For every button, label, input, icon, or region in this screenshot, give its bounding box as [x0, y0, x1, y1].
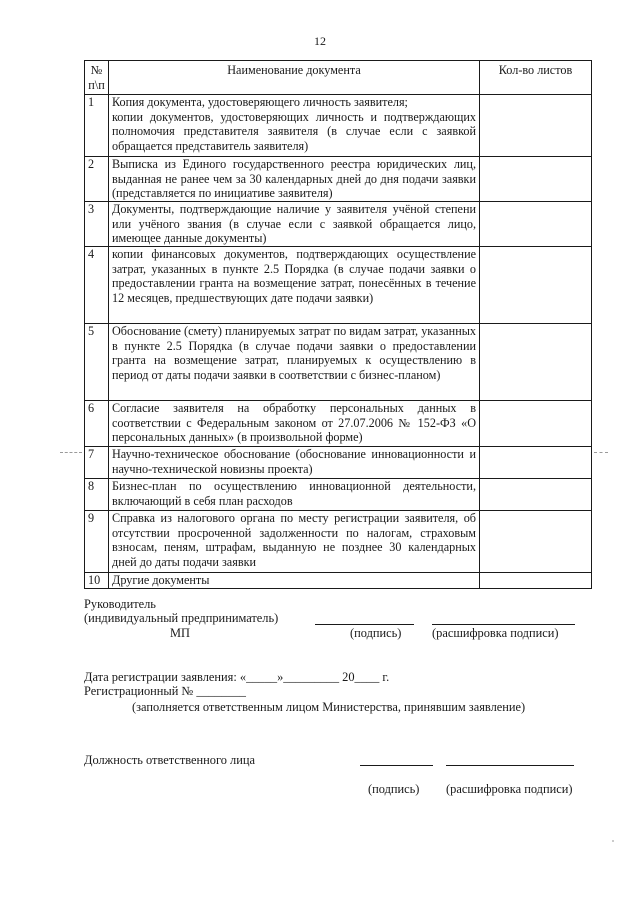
- row-sheet-count: [480, 401, 592, 447]
- head-decode-caption: (расшифровка подписи): [432, 626, 559, 640]
- row-sheet-count: [480, 447, 592, 479]
- official-position: Должность ответственного лица: [84, 753, 255, 767]
- head-sign-caption: (подпись): [350, 626, 402, 640]
- row-sheet-count: [480, 157, 592, 202]
- header-number: № п\п: [85, 61, 109, 95]
- row-document-name: Справка из налогового органа по месту регистрации заявителя, об отсутствии просроченной задолженности по налогам, страховым взносам, пеням, штрафам, выданную не позднее 30 календарных дней до даты подачи заявки: [109, 511, 480, 573]
- row-number: 7: [85, 447, 109, 479]
- registration-date: Дата регистрации заявления: «_____»_________ 20____ г.: [84, 670, 390, 684]
- table-body: [85, 95, 592, 589]
- row-document-name: Согласие заявителя на обработку персональных данных в соответствии с Федеральным законом от 27.07.2006 № 152-ФЗ «О персональных данных» (в произвольной форме): [109, 401, 480, 447]
- table-row: [85, 202, 592, 247]
- row-number: 5: [85, 324, 109, 401]
- page-number: 12: [314, 34, 326, 48]
- row-sheet-count: [480, 202, 592, 247]
- head-signature-line: [315, 624, 414, 625]
- table-row: [85, 447, 592, 479]
- table-row: [85, 401, 592, 447]
- row-sheet-count: [480, 511, 592, 573]
- official-decode-line: [446, 765, 574, 766]
- registration-note: (заполняется ответственным лицом Министерства, принявшим заявление): [132, 700, 526, 714]
- row-document-name: Научно-техническое обоснование (обоснование инновационности и научно-технической новизны проекта): [109, 447, 480, 479]
- row-number: 2: [85, 157, 109, 202]
- scan-mark-left: [60, 452, 82, 453]
- row-sheet-count: [480, 324, 592, 401]
- row-number: 6: [85, 401, 109, 447]
- row-number: 4: [85, 247, 109, 324]
- head-label-entrepreneur: (индивидуальный предприниматель): [84, 611, 279, 625]
- row-document-name: копии финансовых документов, подтверждающих осуществление затрат, указанных в пункте 2.5 Порядка (в случае подачи заявки о предоставлении гранта на возмещение затрат, понесённых в течение 12 месяцев, предшествующих дате подачи заявки): [109, 247, 480, 324]
- row-document-name: Другие документы: [109, 573, 480, 589]
- stamp-label: МП: [170, 626, 190, 640]
- row-sheet-count: [480, 573, 592, 589]
- official-sign-caption: (подпись): [368, 782, 420, 796]
- official-signature-line: [360, 765, 433, 766]
- table-row: [85, 511, 592, 573]
- table-row: [85, 157, 592, 202]
- row-number: 9: [85, 511, 109, 573]
- head-label: Руководитель: [84, 597, 156, 611]
- table-row: [85, 247, 592, 324]
- row-document-name: Копия документа, удостоверяющего личность заявителя; копии документов, удостоверяющих личность и подтверждающих полномочия представителя заявителя (в случае если с заявкой обращается представитель заявителя): [109, 95, 480, 157]
- registration-number: Регистрационный № ________: [84, 684, 246, 698]
- row-document-name: Обоснование (смету) планируемых затрат по видам затрат, указанных в пункте 2.5 Порядка (в случае подачи заявки о предоставлении гранта на возмещение затрат, планируемых к осуществлению в период от даты подачи заявки в соответствии с бизнес-планом): [109, 324, 480, 401]
- row-number: 3: [85, 202, 109, 247]
- table-row: [85, 324, 592, 401]
- row-number: 8: [85, 479, 109, 511]
- documents-table: [84, 60, 592, 589]
- row-document-name: Выписка из Единого государственного реестра юридических лиц, выданная не ранее чем за 30 календарных дней до дня подачи заявки (представляется по инициативе заявителя): [109, 157, 480, 202]
- row-sheet-count: [480, 247, 592, 324]
- table-row: [85, 95, 592, 157]
- scan-mark-right: [594, 452, 608, 453]
- row-document-name: Документы, подтверждающие наличие у заявителя учёной степени или учёного звания (в случае если с заявкой обращается лицо, имеющее данные документы): [109, 202, 480, 247]
- header-document-name: Наименование документа: [109, 61, 480, 95]
- head-decode-line: [432, 624, 575, 625]
- row-number: 1: [85, 95, 109, 157]
- row-document-name: Бизнес-план по осуществлению инновационной деятельности, включающий в себя план расходов: [109, 479, 480, 511]
- scan-speck: [612, 840, 614, 842]
- table-row: [85, 573, 592, 589]
- official-decode-caption: (расшифровка подписи): [446, 782, 573, 796]
- row-sheet-count: [480, 95, 592, 157]
- row-sheet-count: [480, 479, 592, 511]
- header-sheet-count: Кол-во листов: [480, 61, 592, 95]
- row-number: 10: [85, 573, 109, 589]
- table-header-row: [85, 61, 592, 95]
- table-row: [85, 479, 592, 511]
